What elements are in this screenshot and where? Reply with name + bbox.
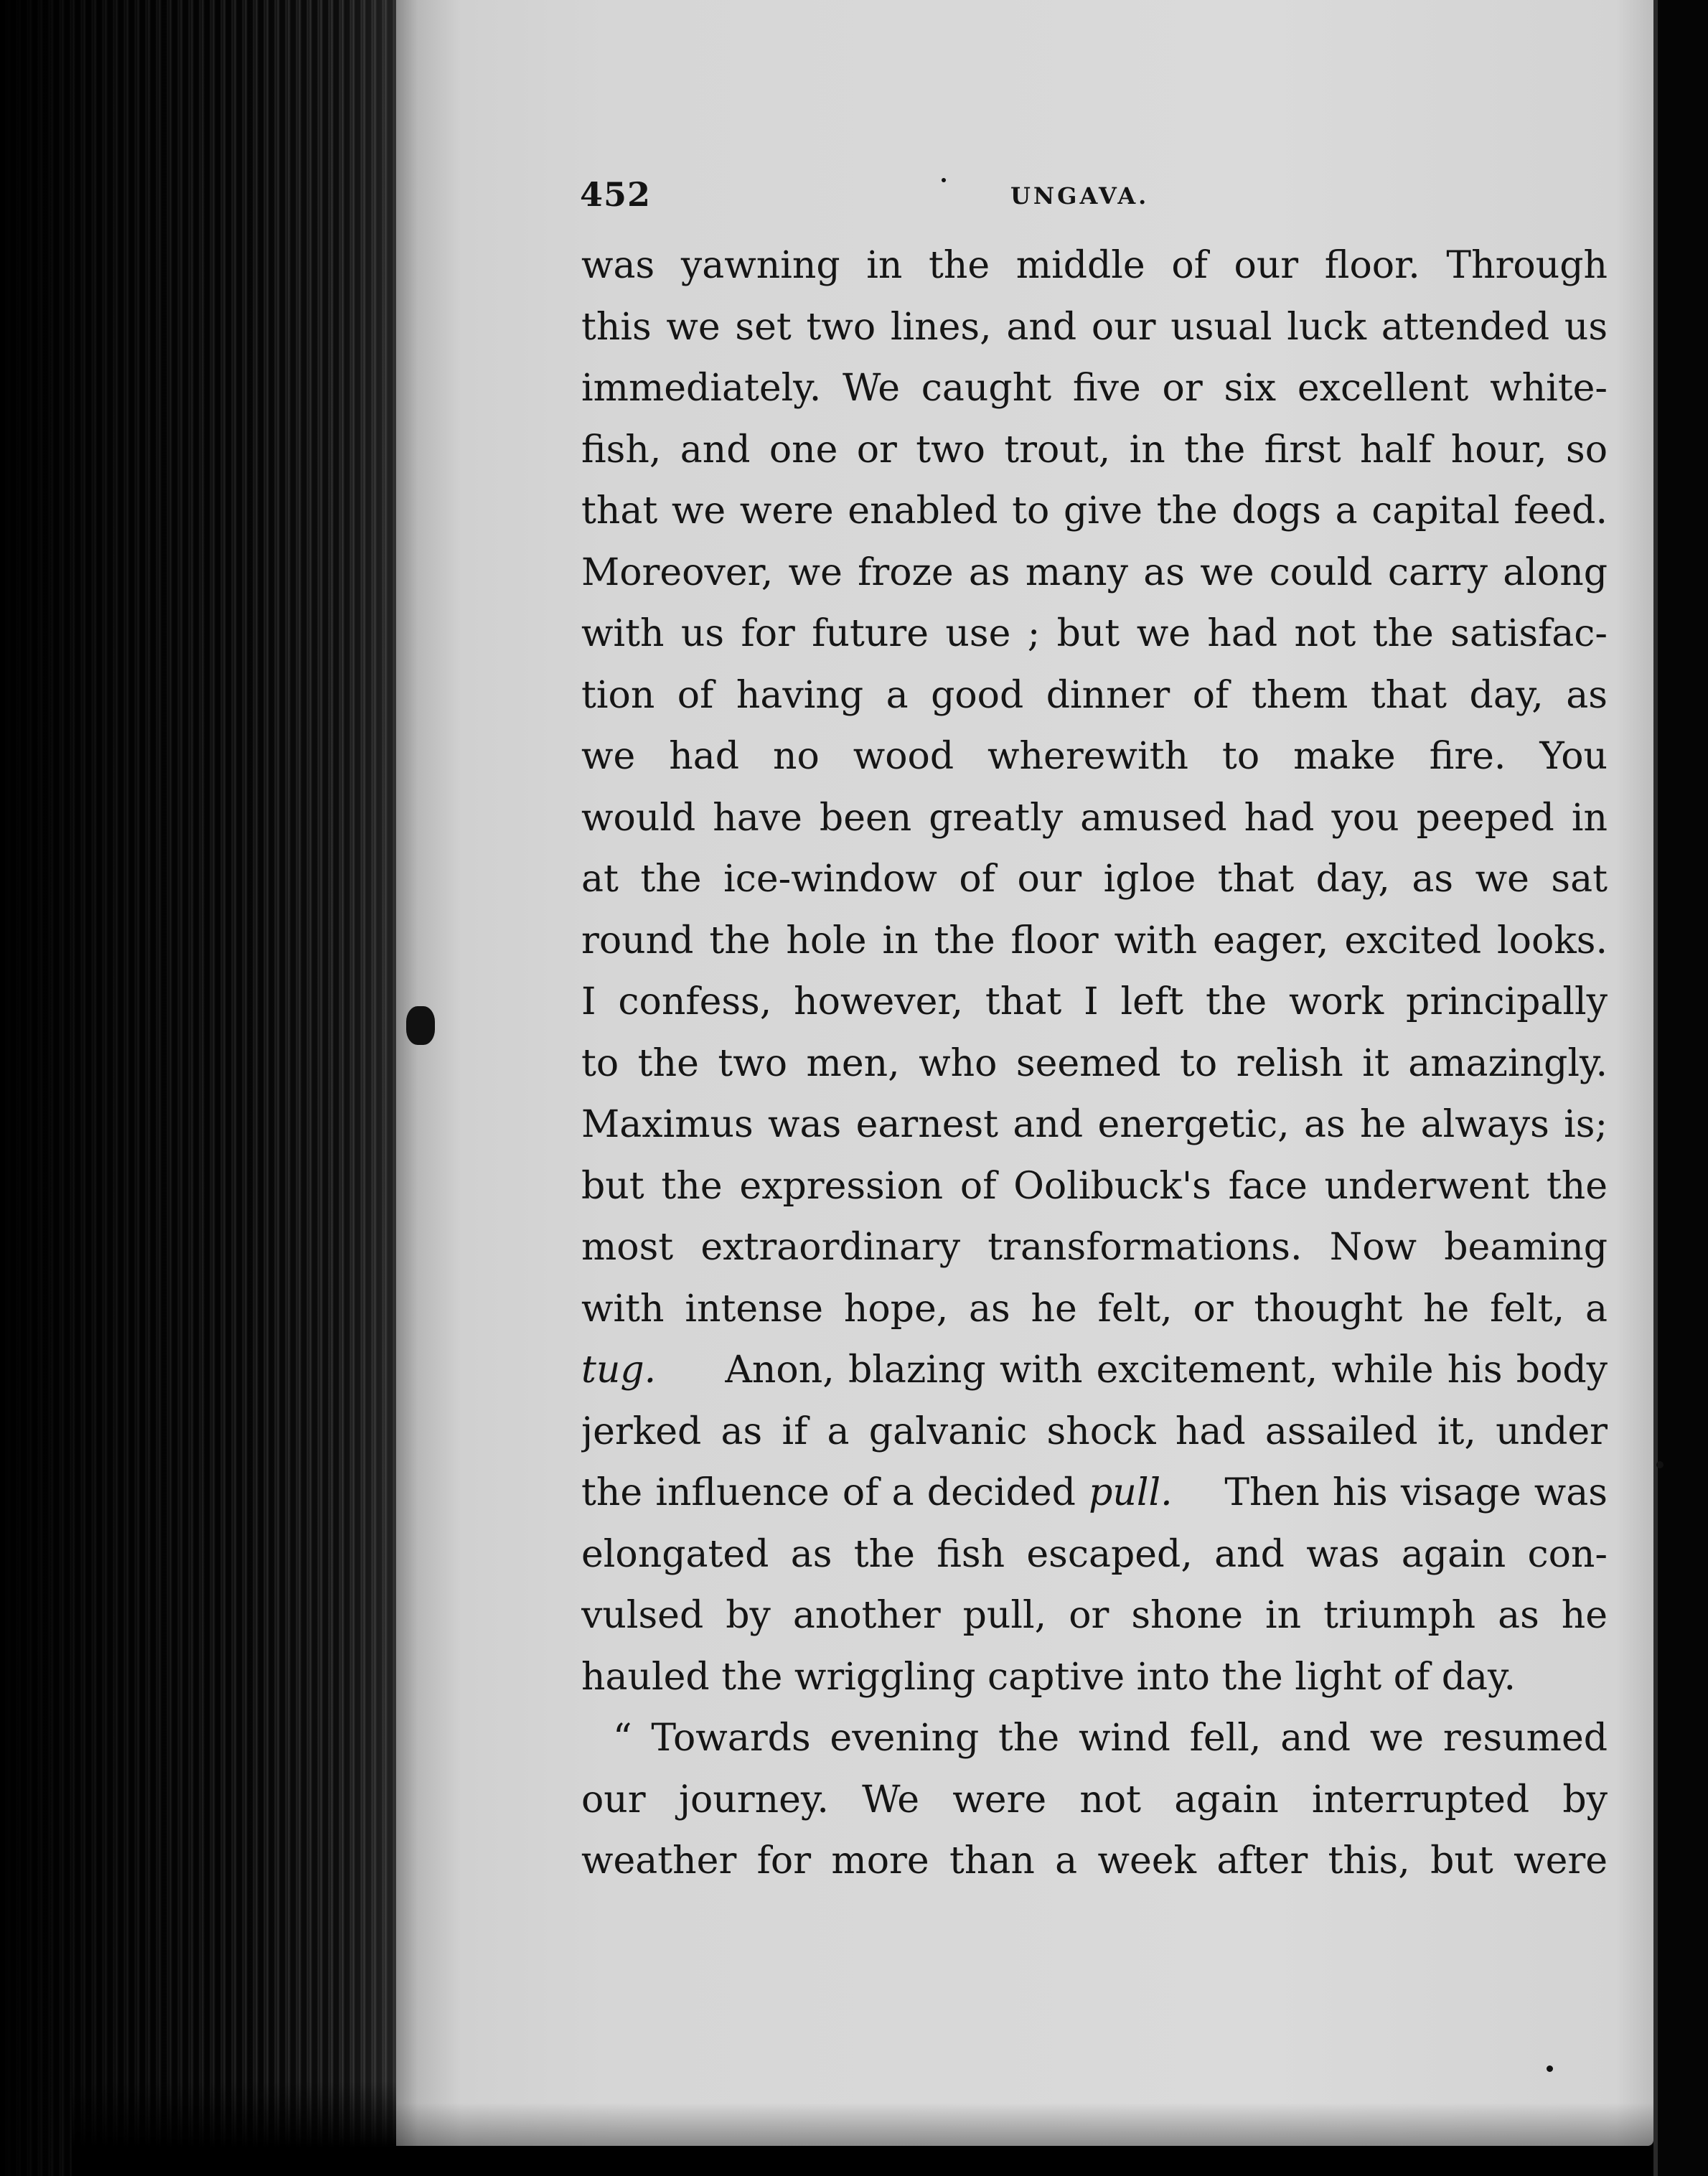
text-line: to the two men, who seemed to relish it amazingly. — [581, 1041, 1608, 1085]
text-line-with-italic — [581, 1340, 1608, 1402]
ink-speck — [942, 178, 946, 182]
ink-speck — [1547, 2065, 1553, 2072]
text-line: but the expression of Oolibuck's face underwent the — [581, 1164, 1608, 1208]
text-line: round the hole in the floor with eager, excited looks. — [581, 919, 1608, 962]
ink-speck — [406, 1006, 435, 1045]
text-segment: Anon, blazing with excitement, while his body — [725, 1349, 1608, 1392]
text-line: weather for more than a week after this, but were — [581, 1839, 1608, 1882]
italic-word-tug: tug. — [581, 1349, 657, 1392]
ink-speck — [1656, 1461, 1664, 1468]
text-segment: Then his visage was — [1224, 1471, 1608, 1514]
running-head — [580, 175, 1585, 218]
text-line: Maximus was earnest and energetic, as he always is; — [581, 1103, 1608, 1146]
text-line: was yawning in the middle of our floor. Through — [581, 244, 1608, 287]
text-line: fish, and one or two trout, in the first half hour, so — [581, 428, 1608, 472]
italic-word-pull: pull. — [1089, 1471, 1173, 1514]
text-line: jerked as if a galvanic shock had assailed it, under — [581, 1410, 1608, 1453]
text-line: Moreover, we froze as many as we could carry along — [581, 550, 1608, 594]
page-number: 452 — [580, 175, 652, 214]
text-segment: the influence of a decided — [581, 1471, 1076, 1514]
text-line: with us for future use ; but we had not the satisfac- — [581, 612, 1608, 655]
text-line: with intense hope, as he felt, or thought he felt, a — [581, 1287, 1608, 1331]
text-line: elongated as the fish escaped, and was again con- — [581, 1532, 1608, 1576]
body-text — [581, 235, 1608, 1893]
text-line-with-italic — [581, 1463, 1608, 1524]
text-line: at the ice-window of our igloe that day, as we sat — [581, 858, 1608, 901]
text-line: would have been greatly amused had you peeped in — [581, 796, 1608, 840]
text-line: we had no wood wherewith to make fire. You — [581, 735, 1608, 778]
text-line: I confess, however, that I left the work principally — [581, 980, 1608, 1023]
text-line: most extraordinary transformations. Now beaming — [581, 1226, 1608, 1269]
text-line: this we set two lines, and our usual luck attended us — [581, 305, 1608, 349]
paragraph-start-line: “ Towards evening the wind fell, and we resumed — [613, 1717, 1608, 1760]
right-border-line — [1653, 0, 1658, 2176]
text-line: our journey. We were not again interrupted by — [581, 1778, 1608, 1821]
fore-edge-bottom-shadow — [72, 2081, 409, 2176]
text-line: vulsed by another pull, or shone in triumph as he — [581, 1594, 1608, 1637]
fore-edge-shadow — [0, 0, 402, 2176]
paragraph-end-line: hauled the wriggling captive into the light of day. — [581, 1655, 1516, 1699]
page-bottom-shadow — [396, 2103, 1653, 2146]
text-line: that we were enabled to give the dogs a capital feed. — [581, 489, 1608, 533]
right-black-border — [1653, 0, 1708, 2176]
text-line: immediately. We caught five or six excellent white- — [581, 367, 1608, 410]
running-title: UNGAVA. — [1010, 182, 1150, 210]
text-line: tion of having a good dinner of them that day, as — [581, 673, 1608, 717]
